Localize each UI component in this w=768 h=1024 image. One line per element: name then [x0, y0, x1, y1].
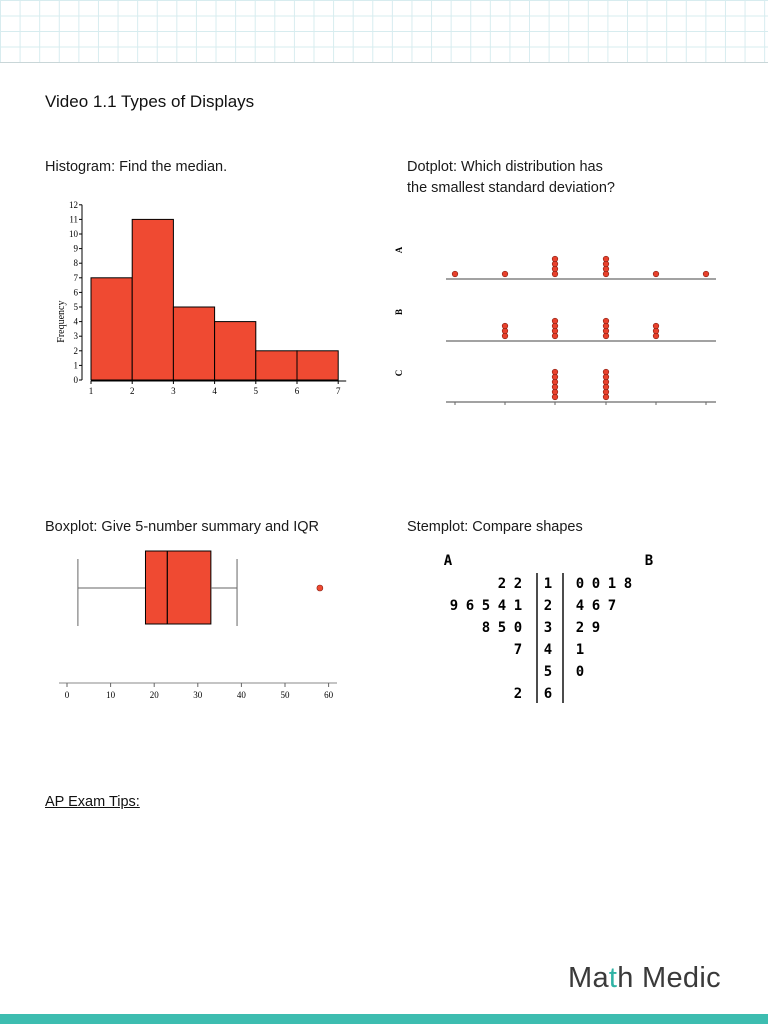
stemplot-left-leaf: 6 [465, 598, 475, 614]
iqr-box [145, 551, 210, 624]
histogram-bar [215, 322, 256, 380]
stemplot-left-label: A [443, 553, 453, 569]
logo-text-2: h Medic [617, 962, 721, 994]
dotplot-chart [390, 230, 730, 410]
dotplot-dot [552, 318, 558, 324]
page-title: Video 1.1 Types of Displays [45, 92, 255, 111]
dotplot-row-label: C [394, 369, 404, 377]
stemplot-left-leaf: 7 [513, 642, 523, 658]
dotplot-prompt [407, 157, 615, 199]
x-tick-label: 2 [129, 386, 135, 396]
y-tick-label: 3 [73, 331, 78, 342]
stemplot-right-leaf: 0 [591, 576, 601, 592]
x-tick-label: 3 [171, 386, 176, 396]
histogram-bar [173, 307, 214, 380]
histogram-bar [256, 351, 297, 380]
dotplot-dot [552, 369, 558, 375]
stemplot-right-leaf: 8 [623, 576, 633, 592]
stemplot-right-leaf: 1 [607, 576, 617, 592]
histogram-chart [50, 198, 350, 408]
boxplot-prompt: Boxplot: Give 5-number summary and IQR [45, 519, 319, 535]
y-tick-label: 6 [73, 287, 78, 298]
stemplot-stem: 3 [543, 620, 553, 636]
x-tick-label: 4 [212, 386, 217, 396]
y-tick-label: 9 [73, 243, 78, 254]
dotplot-dot [653, 271, 659, 277]
y-tick-label: 8 [73, 258, 78, 269]
dotplot-row-label: A [394, 246, 404, 254]
stemplot-right-leaf: 4 [575, 598, 585, 614]
dotplot-dot [502, 271, 508, 277]
boxplot-x-tick-label: 30 [193, 690, 203, 700]
dotplot-dot [703, 271, 709, 277]
x-tick-label: 5 [253, 386, 259, 396]
stemplot-right-leaf: 2 [575, 620, 585, 636]
stemplot-left-leaf: 2 [513, 686, 523, 702]
stemplot-right-label: B [644, 553, 654, 569]
boxplot-chart [55, 540, 355, 710]
histogram-prompt: Histogram: Find the median. [45, 159, 228, 175]
x-tick-label: 6 [294, 386, 300, 396]
dotplot-dot [502, 323, 508, 329]
dotplot-dot [603, 369, 609, 375]
dotplot-dot [603, 318, 609, 324]
stemplot-stem: 6 [543, 686, 553, 702]
boxplot-x-tick-label: 10 [106, 690, 116, 700]
y-tick-label: 0 [73, 375, 78, 385]
stemplot-left-leaf: 2 [513, 576, 523, 592]
y-tick-label: 7 [73, 272, 78, 283]
y-tick-label: 1 [73, 360, 78, 371]
histogram-bar [297, 351, 338, 380]
logo-text-accent: t [608, 962, 618, 994]
stemplot-right-leaf: 0 [575, 664, 585, 680]
stemplot-stem: 5 [543, 664, 553, 680]
stemplot-left-leaf: 0 [513, 620, 523, 636]
y-tick-label: 4 [73, 316, 78, 327]
boxplot-x-tick-label: 0 [64, 690, 70, 700]
boxplot-x-tick-label: 20 [149, 690, 159, 700]
graph-paper-header [0, 0, 768, 63]
bottom-accent-bar [0, 1014, 768, 1024]
ap-exam-tips-heading: AP Exam Tips: [45, 794, 140, 810]
math-medic-logo [568, 962, 721, 995]
y-tick-label: 10 [69, 229, 78, 239]
histogram-bar [91, 278, 132, 380]
y-tick-label: 11 [69, 214, 78, 225]
stemplot-right-leaf: 9 [591, 620, 601, 636]
dotplot-dot [452, 271, 458, 277]
logo-text-1: Ma [568, 962, 609, 994]
stemplot-right-leaf: 6 [591, 598, 601, 614]
stemplot-left-leaf: 5 [481, 598, 491, 614]
boxplot-x-tick-label: 60 [324, 690, 334, 700]
stemplot-prompt: Stemplot: Compare shapes [407, 519, 583, 535]
stemplot [420, 545, 680, 705]
y-axis-label: Frequency [56, 300, 67, 343]
stemplot-left-leaf: 9 [449, 598, 459, 614]
stemplot-left-leaf: 8 [481, 620, 491, 636]
dotplot-dot [552, 256, 558, 262]
stemplot-left-leaf: 5 [497, 620, 507, 636]
boxplot-x-tick-label: 50 [280, 690, 290, 700]
stemplot-stem: 2 [543, 598, 553, 614]
histogram-bar [132, 219, 173, 380]
stemplot-right-leaf: 1 [575, 642, 585, 658]
stemplot-stem: 4 [543, 642, 553, 658]
outlier-dot [317, 585, 323, 591]
y-tick-label: 12 [69, 199, 78, 210]
y-tick-label: 5 [73, 302, 78, 312]
x-tick-label: 1 [88, 386, 94, 396]
stemplot-left-leaf: 2 [497, 576, 507, 592]
dotplot-row-label: B [394, 308, 404, 316]
dotplot-dot [603, 256, 609, 262]
stemplot-left-leaf: 4 [497, 598, 507, 614]
y-tick-label: 2 [73, 345, 78, 356]
x-tick-label: 7 [335, 386, 341, 396]
stemplot-stem: 1 [543, 576, 553, 592]
boxplot-x-tick-label: 40 [236, 690, 246, 700]
dotplot-dot [653, 323, 659, 329]
dotplot-prompt-line1: Dotplot: Which distribution has [407, 159, 603, 175]
dotplot-prompt-line2: the smallest standard deviation? [407, 180, 615, 196]
stemplot-left-leaf: 1 [513, 598, 523, 614]
stemplot-right-leaf: 7 [607, 598, 617, 614]
stemplot-right-leaf: 0 [575, 576, 585, 592]
